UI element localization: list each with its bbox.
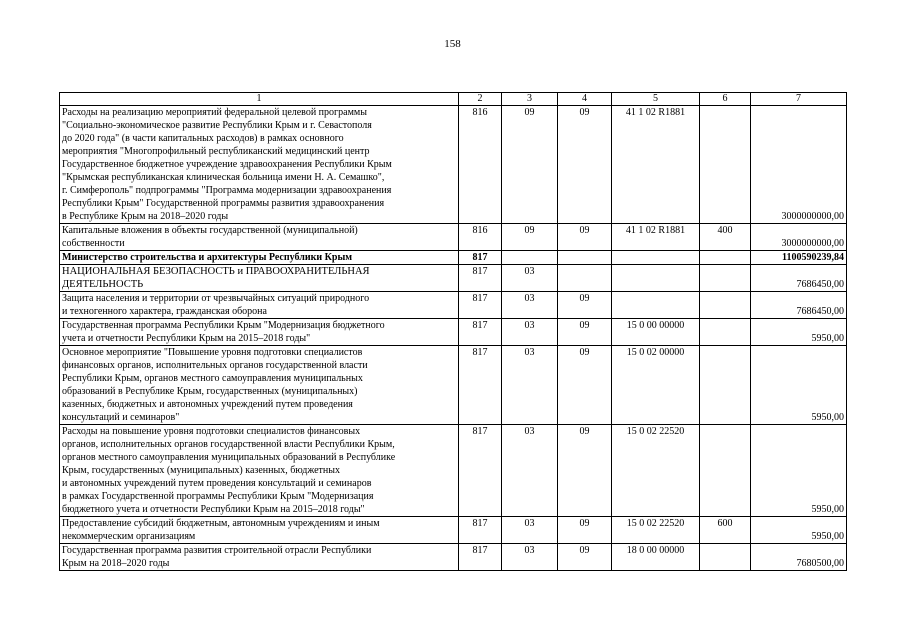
row-code-3 — [502, 251, 558, 265]
row-description: Государственная программа Республики Крым "Модернизация бюджетного учета и отчетности Республики Крым на 2015–2018 годы" — [60, 319, 459, 346]
row-code-5 — [612, 292, 700, 319]
budget-table — [59, 92, 847, 571]
row-code-6 — [700, 292, 751, 319]
row-code-2: 817 — [459, 265, 502, 292]
row-code-5 — [612, 251, 700, 265]
row-code-5: 41 1 02 R1881 — [612, 224, 700, 251]
row-description: Основное мероприятие "Повышение уровня подготовки специалистов финансовых органов, исполнительных органов государственной власти Республики Крым, органов местного самоуправления муниципальных образований в Республике Крым, государственных (муниципальных) казенных, бюджетных и автономных учреждений путем проведения консультаций и семинаров" — [60, 346, 459, 425]
header-cell: 4 — [558, 93, 612, 106]
header-cell: 5 — [612, 93, 700, 106]
row-code-3: 09 — [502, 106, 558, 224]
row-code-5: 15 0 02 22520 — [612, 425, 700, 517]
row-code-2: 816 — [459, 224, 502, 251]
row-code-2: 817 — [459, 251, 502, 265]
row-amount: 1100590239,84 — [751, 251, 847, 265]
table-row — [60, 292, 847, 319]
row-code-3: 03 — [502, 292, 558, 319]
row-code-5: 15 0 02 00000 — [612, 346, 700, 425]
header-cell: 3 — [502, 93, 558, 106]
row-amount: 5950,00 — [751, 517, 847, 544]
row-code-6 — [700, 265, 751, 292]
row-code-2: 817 — [459, 319, 502, 346]
row-code-4: 09 — [558, 292, 612, 319]
row-description: Защита населения и территории от чрезвычайных ситуаций природного и техногенного характера, гражданская оборона — [60, 292, 459, 319]
row-code-3: 03 — [502, 319, 558, 346]
header-cell: 2 — [459, 93, 502, 106]
page-number: 158 — [444, 38, 461, 50]
row-code-4: 09 — [558, 224, 612, 251]
table-row — [60, 106, 847, 224]
row-code-4: 09 — [558, 425, 612, 517]
row-code-2: 816 — [459, 106, 502, 224]
row-amount: 3000000000,00 — [751, 106, 847, 224]
row-code-2: 817 — [459, 292, 502, 319]
row-amount: 5950,00 — [751, 319, 847, 346]
row-code-5 — [612, 265, 700, 292]
row-code-6: 400 — [700, 224, 751, 251]
row-code-2: 817 — [459, 517, 502, 544]
row-code-6: 600 — [700, 517, 751, 544]
row-code-3: 09 — [502, 224, 558, 251]
row-code-6 — [700, 319, 751, 346]
header-cell: 1 — [60, 93, 459, 106]
row-amount: 7686450,00 — [751, 265, 847, 292]
row-code-6 — [700, 544, 751, 571]
row-code-4 — [558, 265, 612, 292]
table-row — [60, 224, 847, 251]
row-description: Расходы на реализацию мероприятий федеральной целевой программы "Социально-экономическое развитие Республики Крым и г. Севастополя до 2020 года" (в части капитальных расходов) в рамках основного мероприятия "Многопрофильный республиканский медицинский центр Государственное бюджетное учреждение здравоохранения Республики Крым "Крымская республиканская клиническая больница имени Н. А. Семашко", г. Симферополь" подпрограммы "Программа модернизации здравоохранения Республики Крым" Государственной программы развития здравоохранения в Республике Крым на 2018–2020 годы — [60, 106, 459, 224]
row-code-4: 09 — [558, 544, 612, 571]
row-code-4: 09 — [558, 517, 612, 544]
row-code-6 — [700, 346, 751, 425]
table-row — [60, 346, 847, 425]
row-code-5: 41 1 02 R1881 — [612, 106, 700, 224]
row-code-4: 09 — [558, 106, 612, 224]
row-description: НАЦИОНАЛЬНАЯ БЕЗОПАСНОСТЬ и ПРАВООХРАНИТЕЛЬНАЯ ДЕЯТЕЛЬНОСТЬ — [60, 265, 459, 292]
row-code-3: 03 — [502, 346, 558, 425]
row-amount: 7680500,00 — [751, 544, 847, 571]
table-row — [60, 319, 847, 346]
row-description: Государственная программа развития строительной отрасли Республики Крым на 2018–2020 годы — [60, 544, 459, 571]
row-code-6 — [700, 251, 751, 265]
row-amount: 3000000000,00 — [751, 224, 847, 251]
row-code-5: 18 0 00 00000 — [612, 544, 700, 571]
row-description: Министерство строительства и архитектуры Республики Крым — [60, 251, 459, 265]
row-code-5: 15 0 02 22520 — [612, 517, 700, 544]
row-code-3: 03 — [502, 517, 558, 544]
row-code-6 — [700, 106, 751, 224]
row-code-2: 817 — [459, 544, 502, 571]
row-code-4 — [558, 251, 612, 265]
table-row — [60, 425, 847, 517]
row-code-2: 817 — [459, 346, 502, 425]
row-amount: 5950,00 — [751, 346, 847, 425]
row-code-3: 03 — [502, 544, 558, 571]
row-code-4: 09 — [558, 346, 612, 425]
row-description: Предоставление субсидий бюджетным, автономным учреждениям и иным некоммерческим организациям — [60, 517, 459, 544]
row-code-2: 817 — [459, 425, 502, 517]
row-description: Расходы на повышение уровня подготовки специалистов финансовых органов, исполнительных органов государственной власти Республики Крым, органов местного самоуправления муниципальных образований в Республике Крым, государственных (муниципальных) казенных, бюджетных и автономных учреждений путем проведения консультаций и семинаров в рамках Государственной программы Республики Крым "Модернизация бюджетного учета и отчетности Республики Крым на 2015–2018 годы" — [60, 425, 459, 517]
row-code-6 — [700, 425, 751, 517]
row-code-4: 09 — [558, 319, 612, 346]
table-row — [60, 517, 847, 544]
row-code-5: 15 0 00 00000 — [612, 319, 700, 346]
row-code-3: 03 — [502, 265, 558, 292]
table-row — [60, 251, 847, 265]
row-amount: 5950,00 — [751, 425, 847, 517]
row-amount: 7686450,00 — [751, 292, 847, 319]
table-header-row — [60, 93, 847, 106]
table-row — [60, 265, 847, 292]
header-cell: 7 — [751, 93, 847, 106]
row-description: Капитальные вложения в объекты государственной (муниципальной) собственности — [60, 224, 459, 251]
table-row — [60, 544, 847, 571]
header-cell: 6 — [700, 93, 751, 106]
row-code-3: 03 — [502, 425, 558, 517]
